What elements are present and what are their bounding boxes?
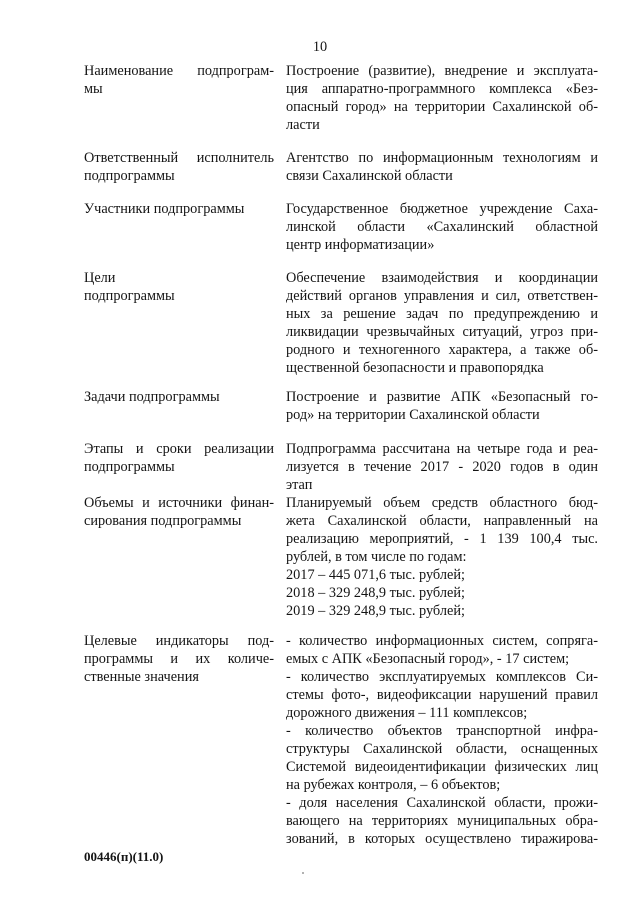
value-line: Планируемый объем средств областного бюд- [286, 495, 598, 511]
value-line: - количество информационных систем, сопряга- [286, 633, 598, 649]
value-line: дорожного движения – 111 комплексов; [286, 705, 528, 721]
value-line: Построение и развитие АПК «Безопасный го- [286, 389, 598, 405]
row-label [84, 269, 274, 305]
document-code: 00446(п)(11.0) [84, 849, 164, 864]
label-line: Задачи подпрограммы [84, 389, 220, 405]
value-line: на рубежах контроля, – 6 объектов; [286, 777, 501, 793]
label-line: подпрограммы [84, 168, 175, 184]
row-value [286, 388, 598, 424]
value-line: 2019 – 329 248,9 тыс. рублей; [286, 603, 465, 619]
label-line: Объемы и источники финан- [84, 495, 274, 511]
row-label [84, 440, 274, 476]
value-line: ных за решение задач по предупреждению и [286, 306, 598, 322]
value-line: опасный город» на территории Сахалинской об- [286, 99, 598, 115]
value-line: Агентство по информационным технологиям и [286, 150, 598, 166]
label-line: ственные значения [84, 669, 199, 685]
label-line: Участники подпрограммы [84, 201, 245, 217]
value-line: Государственное бюджетное учреждение Саха- [286, 201, 598, 217]
value-line: центр информатизации» [286, 237, 435, 253]
value-line: щественной безопасности и правопорядка [286, 360, 544, 376]
value-line: емых с АПК «Безопасный город», - 17 систем; [286, 651, 570, 667]
value-line: зований, в которых осуществлено тиражирова- [286, 831, 598, 847]
value-line: реализацию мероприятий, - 1 139 100,4 тыс. [286, 531, 598, 547]
value-line: ликвидации чрезвычайных ситуаций, угроз при- [286, 324, 598, 340]
value-line: Построение (развитие), внедрение и эксплуата- [286, 63, 598, 79]
label-line: подпрограммы [84, 288, 175, 304]
row-value [286, 632, 598, 848]
value-line: Подпрограмма рассчитана на четыре года и реа- [286, 441, 598, 457]
row-label [84, 388, 274, 406]
label-line: подпрограммы [84, 459, 175, 475]
value-line: - количество объектов транспортной инфра- [286, 723, 598, 739]
value-line: ласти [286, 117, 320, 133]
label-line: сирования подпрограммы [84, 513, 242, 529]
value-line: действий органов управления и сил, ответствен- [286, 288, 598, 304]
value-line: 2017 – 445 071,6 тыс. рублей; [286, 567, 465, 583]
value-line: этап [286, 477, 313, 493]
value-line: род» на территории Сахалинской области [286, 407, 540, 423]
value-line: линской области «Сахалинский областной [286, 219, 598, 235]
row-value [286, 62, 598, 134]
value-line: Обеспечение взаимодействия и координации [286, 270, 598, 286]
label-line: Этапы и сроки реализации [84, 441, 274, 457]
row-value [286, 269, 598, 377]
label-line: Ответственный исполнитель [84, 150, 274, 166]
label-line: Наименование подпрограм- [84, 63, 274, 79]
scan-speck [302, 872, 304, 874]
row-label [84, 494, 274, 530]
value-line: связи Сахалинской области [286, 168, 453, 184]
value-line: рублей, в том числе по годам: [286, 549, 467, 565]
value-line: Системой видеоидентификации физических лиц [286, 759, 598, 775]
label-line: программы и их количе- [84, 651, 274, 667]
value-line: родного и техногенного характера, а также об- [286, 342, 598, 358]
value-line: лизуется в течение 2017 - 2020 годов в один [286, 459, 598, 475]
row-value [286, 149, 598, 185]
row-label [84, 632, 274, 686]
value-line: стемы фото-, видеофиксации нарушений правил [286, 687, 598, 703]
label-line: мы [84, 81, 103, 97]
value-line: жета Сахалинской области, направленный на [286, 513, 598, 529]
row-value [286, 494, 598, 620]
label-line: Цели [84, 270, 116, 286]
row-value [286, 200, 598, 254]
page-number: 10 [312, 39, 328, 55]
value-line: ция аппаратно-программного комплекса «Без- [286, 81, 598, 97]
label-line: Целевые индикаторы под- [84, 633, 274, 649]
value-line: - доля населения Сахалинской области, прожи- [286, 795, 598, 811]
row-label [84, 62, 274, 98]
value-line: вающего на территориях муниципальных обра- [286, 813, 598, 829]
value-line: структуры Сахалинской области, оснащенных [286, 741, 598, 757]
row-label [84, 200, 274, 218]
value-line: 2018 – 329 248,9 тыс. рублей; [286, 585, 465, 601]
value-line: - количество эксплуатируемых комплексов Си- [286, 669, 598, 685]
row-value [286, 440, 598, 494]
row-label [84, 149, 274, 185]
